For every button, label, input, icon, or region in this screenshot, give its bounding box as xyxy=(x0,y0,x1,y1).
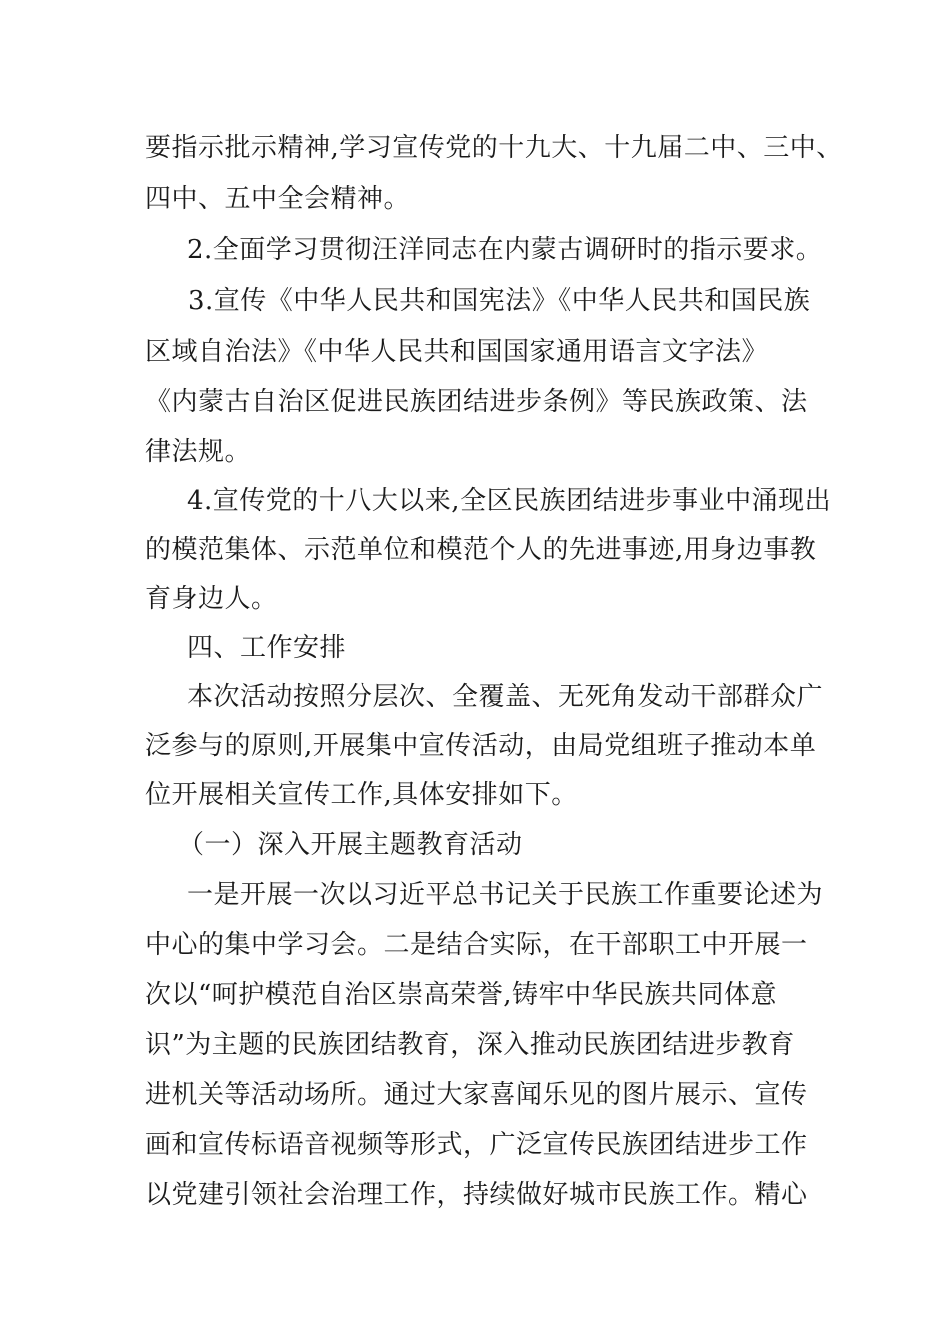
text-line: 画和宣传标语音视频等形式，广泛宣传民族团结进步工作 xyxy=(145,1130,808,1160)
list-item-3: 3.宣传《中华人民共和国宪法》《中华人民共和国民族 xyxy=(188,286,811,316)
text-line: 以党建引领社会治理工作，持续做好城市民族工作。精心 xyxy=(145,1180,808,1210)
section-heading: 四、工作安排 xyxy=(187,633,347,663)
paragraph-start: 一是开展一次以习近平总书记关于民族工作重要论述为 xyxy=(187,880,824,910)
list-item-2: 2.全面学习贯彻汪洋同志在内蒙古调研时的指示要求。 xyxy=(187,235,823,265)
text-line: 的模范集体、示范单位和模范个人的先进事迹,用身边事教 xyxy=(145,535,817,565)
text-line: 位开展相关宣传工作,具体安排如下。 xyxy=(145,780,578,810)
text-line: 进机关等活动场所。通过大家喜闻乐见的图片展示、宣传 xyxy=(145,1080,808,1110)
text-line: 泛参与的原则,开展集中宣传活动，由局党组班子推动本单 xyxy=(145,731,817,761)
text-line: 识”为主题的民族团结教育，深入推动民族团结进步教育 xyxy=(145,1030,795,1060)
text-line: 中心的集中学习会。二是结合实际，在干部职工中开展一 xyxy=(145,930,808,960)
subsection-heading: （一）深入开展主题教育活动 xyxy=(178,830,523,860)
list-item-4: 4.宣传党的十八大以来,全区民族团结进步事业中涌现出 xyxy=(187,486,832,516)
text-line: 育身边人。 xyxy=(145,584,278,614)
text-line: 区域自治法》《中华人民共和国国家通用语言文字法》 xyxy=(145,337,769,367)
text-line: 律法规。 xyxy=(145,437,252,467)
text-line: 次以“呵护模范自治区崇高荣誉,铸牢中华民族共同体意 xyxy=(145,980,778,1010)
text-line: 《内蒙古自治区促进民族团结进步条例》等民族政策、法 xyxy=(145,387,808,417)
text-line: 四中、五中全会精神。 xyxy=(145,184,411,214)
text-line: 要指示批示精神,学习宣传党的十九大、十九届二中、三中、 xyxy=(145,133,843,163)
paragraph-start: 本次活动按照分层次、全覆盖、无死角发动干部群众广 xyxy=(187,682,824,712)
